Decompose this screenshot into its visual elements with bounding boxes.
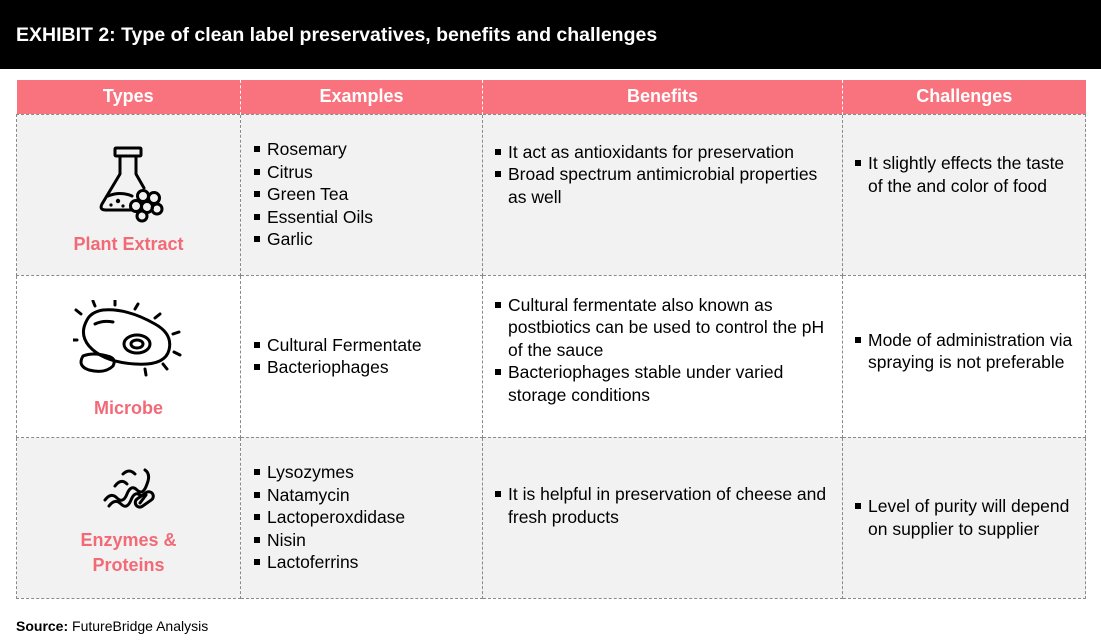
list-item: Citrus	[254, 161, 482, 184]
flask-plant-icon	[94, 144, 164, 224]
list-item: Nisin	[254, 529, 482, 552]
list-item: Garlic	[254, 228, 482, 251]
examples-cell	[241, 275, 483, 437]
examples-cell	[241, 114, 483, 275]
source-label: Source:	[16, 618, 69, 634]
list-item: Lactoferrins	[254, 551, 482, 574]
list-item: Rosemary	[254, 138, 482, 161]
challenges-list	[855, 495, 1073, 540]
list-item: Lactoperoxdidase	[254, 506, 482, 529]
table-row	[17, 275, 1086, 437]
header-examples: Examples	[241, 80, 483, 114]
challenges-list	[855, 152, 1073, 197]
type-label: Enzymes & Proteins	[80, 529, 177, 575]
exhibit-title: EXHIBIT 2: Type of clean label preservatives, benefits and challenges	[0, 0, 1101, 69]
list-item: Essential Oils	[254, 206, 482, 229]
microbe-icon	[73, 300, 185, 382]
type-cell	[17, 437, 241, 598]
list-item: Mode of administration via spraying is not preferable	[855, 329, 1073, 374]
benefits-list	[495, 483, 832, 528]
source-note	[16, 618, 208, 634]
list-item: It act as antioxidants for preservation	[495, 141, 832, 164]
benefits-list	[495, 141, 832, 209]
header-benefits: Benefits	[483, 80, 843, 114]
list-item: Green Tea	[254, 183, 482, 206]
list-item: It slightly effects the taste of the and color of food	[855, 152, 1073, 197]
type-label: Microbe	[93, 397, 163, 418]
list-item: Level of purity will depend on supplier to supplier	[855, 495, 1073, 540]
header-row	[17, 80, 1086, 114]
challenges-cell	[843, 275, 1086, 437]
benefits-cell	[483, 437, 843, 598]
challenges-cell	[843, 437, 1086, 598]
list-item: Lysozymes	[254, 461, 482, 484]
list-item: Cultural fermentate also known as postbiotics can be used to control the pH of the sauce	[495, 294, 832, 362]
table-row	[17, 437, 1086, 598]
list-item: It is helpful in preservation of cheese and fresh products	[495, 483, 832, 528]
examples-list	[254, 138, 482, 251]
list-item: Bacteriophages	[254, 356, 482, 379]
benefits-cell	[483, 275, 843, 437]
list-item: Natamycin	[254, 484, 482, 507]
type-cell	[17, 275, 241, 437]
list-item: Bacteriophages stable under varied storage conditions	[495, 361, 832, 406]
benefits-cell	[483, 114, 843, 275]
source-text: FutureBridge Analysis	[72, 618, 209, 634]
examples-list	[254, 334, 482, 379]
header-types: Types	[17, 80, 241, 114]
type-label: Plant Extract	[73, 234, 184, 254]
type-cell	[17, 114, 241, 275]
challenges-cell	[843, 114, 1086, 275]
examples-cell	[241, 437, 483, 598]
benefits-list	[495, 294, 832, 407]
protein-strand-icon	[101, 462, 157, 510]
challenges-list	[855, 329, 1073, 374]
examples-list	[254, 461, 482, 574]
header-challenges: Challenges	[843, 80, 1086, 114]
list-item: Cultural Fermentate	[254, 334, 482, 357]
list-item: Broad spectrum antimicrobial properties as well	[495, 163, 832, 208]
preservatives-table	[16, 80, 1086, 599]
table-row	[17, 114, 1086, 275]
